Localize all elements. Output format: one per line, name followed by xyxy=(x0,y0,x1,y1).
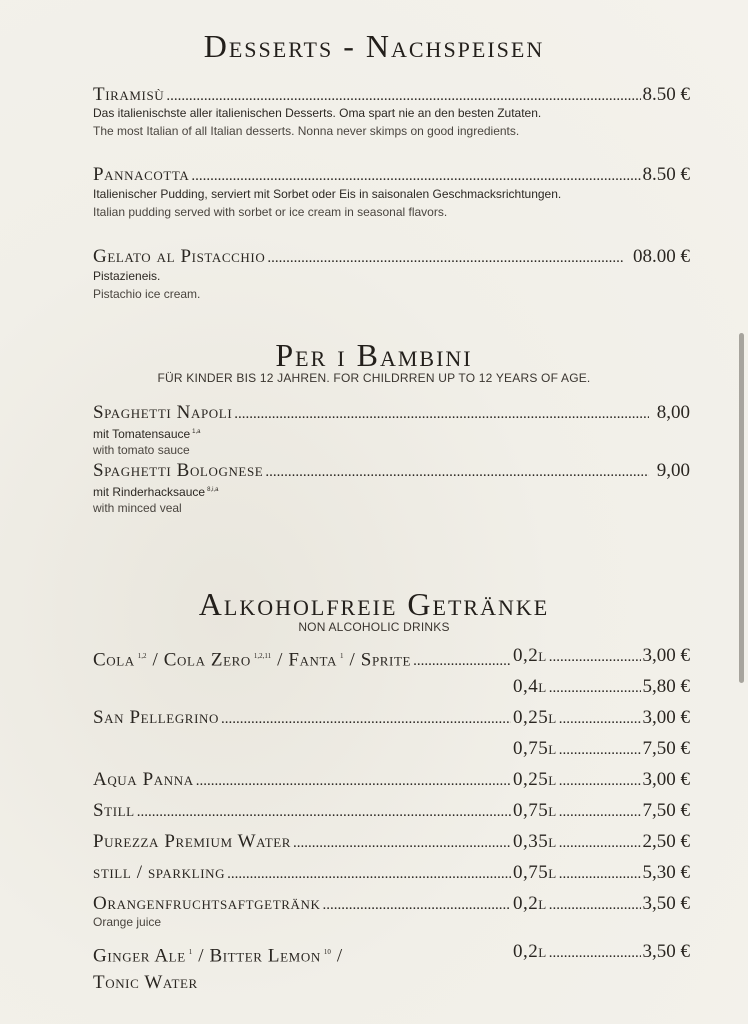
drink-volume: 0,25l xyxy=(513,707,557,728)
drink-volume: 0,2l xyxy=(513,645,547,666)
leader-dots xyxy=(137,800,511,824)
item-description-de: mit Tomatensauce $^{1,a}$ xyxy=(93,427,201,441)
item-description-en: Pistachio ice cream. xyxy=(93,287,201,301)
menu-item-pannacotta xyxy=(93,163,690,187)
item-price: 9,00 xyxy=(656,460,690,481)
drink-note: Orange juice xyxy=(93,915,162,929)
drink-row-orange xyxy=(93,892,690,916)
leader-dots xyxy=(234,402,648,426)
drink-name: Aqua Panna xyxy=(93,769,194,790)
leader-dots xyxy=(559,800,641,824)
drink-row-aqua-panna xyxy=(93,768,690,792)
menu-item-spaghetti-bolognese xyxy=(93,459,690,483)
menu-item-gelato xyxy=(93,245,690,269)
desserts-heading: Desserts - Nachspeisen xyxy=(203,28,545,64)
item-name: Spaghetti Napoli xyxy=(93,402,233,423)
drinks-subtitle: NON ALCOHOLIC DRINKS xyxy=(298,620,450,634)
bambini-heading: Per i Bambini xyxy=(275,337,473,373)
leader-dots xyxy=(413,649,511,673)
drink-price: 5,80 € xyxy=(642,676,690,697)
drink-name: Still xyxy=(93,800,135,821)
item-name: Spaghetti Bolognese xyxy=(93,460,264,481)
drink-price: 3,00 € xyxy=(642,645,690,666)
drink-volume: 0,35l xyxy=(513,831,557,852)
drink-name: Purezza Premium Water xyxy=(93,831,292,852)
drink-row-purezza xyxy=(93,830,690,854)
item-price: 8,00 xyxy=(656,402,690,423)
menu-item-spaghetti-napoli xyxy=(93,401,690,425)
item-price: 8.50 € xyxy=(642,84,690,105)
bambini-subtitle: FÜR KINDER BIS 12 JAHREN. FOR CHILDRREN UP TO 12 YEARS OF AGE. xyxy=(157,371,591,385)
drink-price: 7,50 € xyxy=(642,738,690,759)
drink-price: 3,50 € xyxy=(642,941,690,962)
drink-volume: 0,4l xyxy=(513,676,547,697)
leader-dots xyxy=(267,246,623,270)
drinks-heading: Alkoholfreie Getränke xyxy=(198,586,550,622)
item-price: 08.00 € xyxy=(633,246,690,267)
item-price: 8.50 € xyxy=(642,164,690,185)
drink-row-still xyxy=(93,799,690,823)
leader-dots xyxy=(549,941,641,965)
drink-name: San Pellegrino xyxy=(93,707,219,728)
drink-volume: 0,25l xyxy=(513,769,557,790)
leader-dots xyxy=(221,707,511,731)
drink-price: 7,50 € xyxy=(642,800,690,821)
drink-volume: 0,2l xyxy=(513,941,547,962)
drink-volume: 0,75l xyxy=(513,862,557,883)
drink-name: Tonic Water xyxy=(93,972,198,993)
leader-dots xyxy=(549,676,641,700)
drink-row-san-pellegrino-large xyxy=(93,737,690,761)
item-description-de: Pistazieneis. xyxy=(93,269,161,283)
leader-dots xyxy=(559,769,641,793)
drink-name: still / sparkling xyxy=(93,862,226,883)
item-name: Tiramisù xyxy=(93,84,165,105)
item-name: Gelato al Pistacchio xyxy=(93,246,266,267)
leader-dots xyxy=(559,738,641,762)
drink-volume: 0,2l xyxy=(513,893,547,914)
leader-dots xyxy=(227,862,511,886)
drink-name: Orangenfruchtsaftgetränk xyxy=(93,893,321,914)
item-description-en: with minced veal xyxy=(93,501,182,515)
item-description-en: with tomato sauce xyxy=(93,443,190,457)
drink-row-colas-large xyxy=(93,675,690,699)
drink-volume: 0,75l xyxy=(513,800,557,821)
drink-price: 3,00 € xyxy=(642,769,690,790)
item-description-en: Italian pudding served with sorbet or ice cream in seasonal flavors. xyxy=(93,205,448,219)
item-description-de: mit Rinderhacksauce $^{8,i,a}$ xyxy=(93,485,219,499)
drink-row-colas xyxy=(93,644,690,671)
drink-volume: 0,75l xyxy=(513,738,557,759)
drink-row-san-pellegrino xyxy=(93,706,690,730)
drink-price: 2,50 € xyxy=(642,831,690,852)
leader-dots xyxy=(265,460,648,484)
drink-price: 3,00 € xyxy=(642,707,690,728)
drink-price: 5,30 € xyxy=(642,862,690,883)
drink-price: 3,50 € xyxy=(642,893,690,914)
item-description-en: The most Italian of all Italian desserts. Nonna never skimps on good ingredients. xyxy=(93,124,520,138)
drink-row-tonic xyxy=(93,971,690,995)
drink-name: Cola $^{1,2}$ / Cola Zero $^{1,2,11}$ / Fanta $^1$ / Sprite xyxy=(93,649,412,671)
leader-dots xyxy=(196,769,511,793)
leader-dots xyxy=(322,893,511,917)
item-description-de: Italienischer Pudding, serviert mit Sorbet oder Eis in saisonalen Geschmacksrichtungen. xyxy=(93,187,562,201)
leader-dots xyxy=(549,645,641,669)
leader-dots xyxy=(293,831,511,855)
drink-row-ginger xyxy=(93,940,690,967)
drink-name: Ginger Ale $^1$ / Bitter Lemon $^{10}$ / xyxy=(93,945,343,967)
leader-dots xyxy=(559,862,641,886)
leader-dots xyxy=(549,893,641,917)
leader-dots xyxy=(559,707,641,731)
item-name: Pannacotta xyxy=(93,164,190,185)
leader-dots xyxy=(559,831,641,855)
drink-row-still-sparkling xyxy=(93,861,690,885)
item-description-de: Das italienischste aller italienischen Desserts. Oma spart nie an den besten Zutaten. xyxy=(93,106,542,120)
